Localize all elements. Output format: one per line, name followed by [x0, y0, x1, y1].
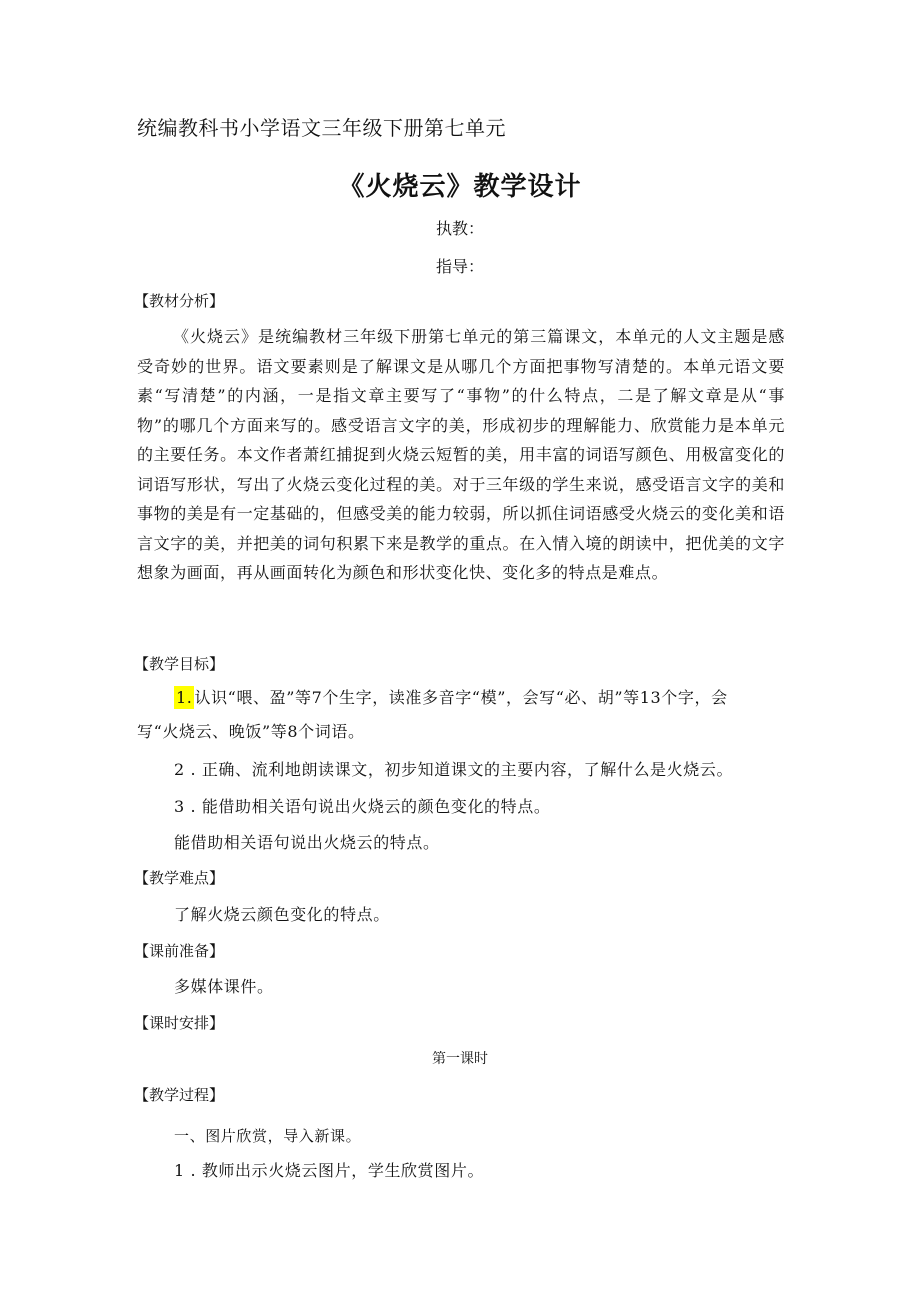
process-heading: 【教学过程】 [134, 1086, 225, 1104]
subject-line: 统编教科书小学语文三年级下册第七单元 [137, 116, 506, 140]
analysis-heading: 【教材分析】 [134, 292, 225, 310]
lesson-label: 第一课时 [432, 1051, 488, 1067]
guide-label: 指导： [435, 257, 484, 276]
preparation-text: 多媒体课件。 [174, 977, 274, 996]
process-step-1-1: 1 . 教师出示火烧云图片，学生欣赏图片。 [174, 1161, 485, 1180]
goals-heading: 【教学目标】 [134, 655, 225, 673]
goal-item-3: 3 . 能借助相关语句说出火烧云的颜色变化的特点。 [174, 797, 551, 816]
goal-item-1-number: 1. [176, 688, 193, 707]
goal-item-2: 2 . 正确、流利地朗读课文，初步知道课文的主要内容，了解什么是火烧云。 [174, 760, 734, 779]
goal-item-1-text: 认识“喂、盈”等7个生字，读准多音字“模”，会写“必、胡”等13个字，会 [194, 688, 728, 707]
goal-item-1-line-1 [174, 685, 728, 708]
goal-item-4: 能借助相关语句说出火烧云的特点。 [174, 833, 440, 852]
difficulty-heading: 【教学难点】 [134, 869, 225, 887]
analysis-paragraph: 《火烧云》是统编教材三年级下册第七单元的第三篇课文，本单元的人文主题是感受奇妙的世界。语文要素则是了解课文是从哪几个方面把事物写清楚的。本单元语文要素“写清楚”的内涵，一是指文章主要写了“事物”的什么特点，二是了解文章是从“事物”的哪几个方面来写的。感受语言文字的美，形成初步的理解能力、欣赏能力是本单元的主要任务。本文作者萧红捕捉到火烧云短暂的美，用丰富的词语写颜色、用极富变化的词语写形状，写出了火烧云变化过程的美。对于三年级的学生来说，感受语言文字的美和事物的美是有一定基础的，但感受美的能力较弱，所以抓住词语感受火烧云的变化美和语言文字的美，并把美的词句积累下来是教学的重点。在入情入境的朗读中，把优美的文字想象为画面，再从画面转化为颜色和形状变化快、变化多的特点是难点。 [137, 327, 785, 582]
schedule-heading: 【课时安排】 [134, 1014, 225, 1032]
process-step-1: 一、图片欣赏，导入新课。 [174, 1127, 362, 1145]
teacher-label: 执教： [435, 219, 484, 238]
difficulty-text: 了解火烧云颜色变化的特点。 [174, 905, 390, 924]
preparation-heading: 【课前准备】 [134, 942, 225, 960]
goal-item-1-line-2: 写“火烧云、晚饭”等8个词语。 [137, 722, 365, 741]
page-title: 《火烧云》教学设计 [338, 172, 582, 202]
